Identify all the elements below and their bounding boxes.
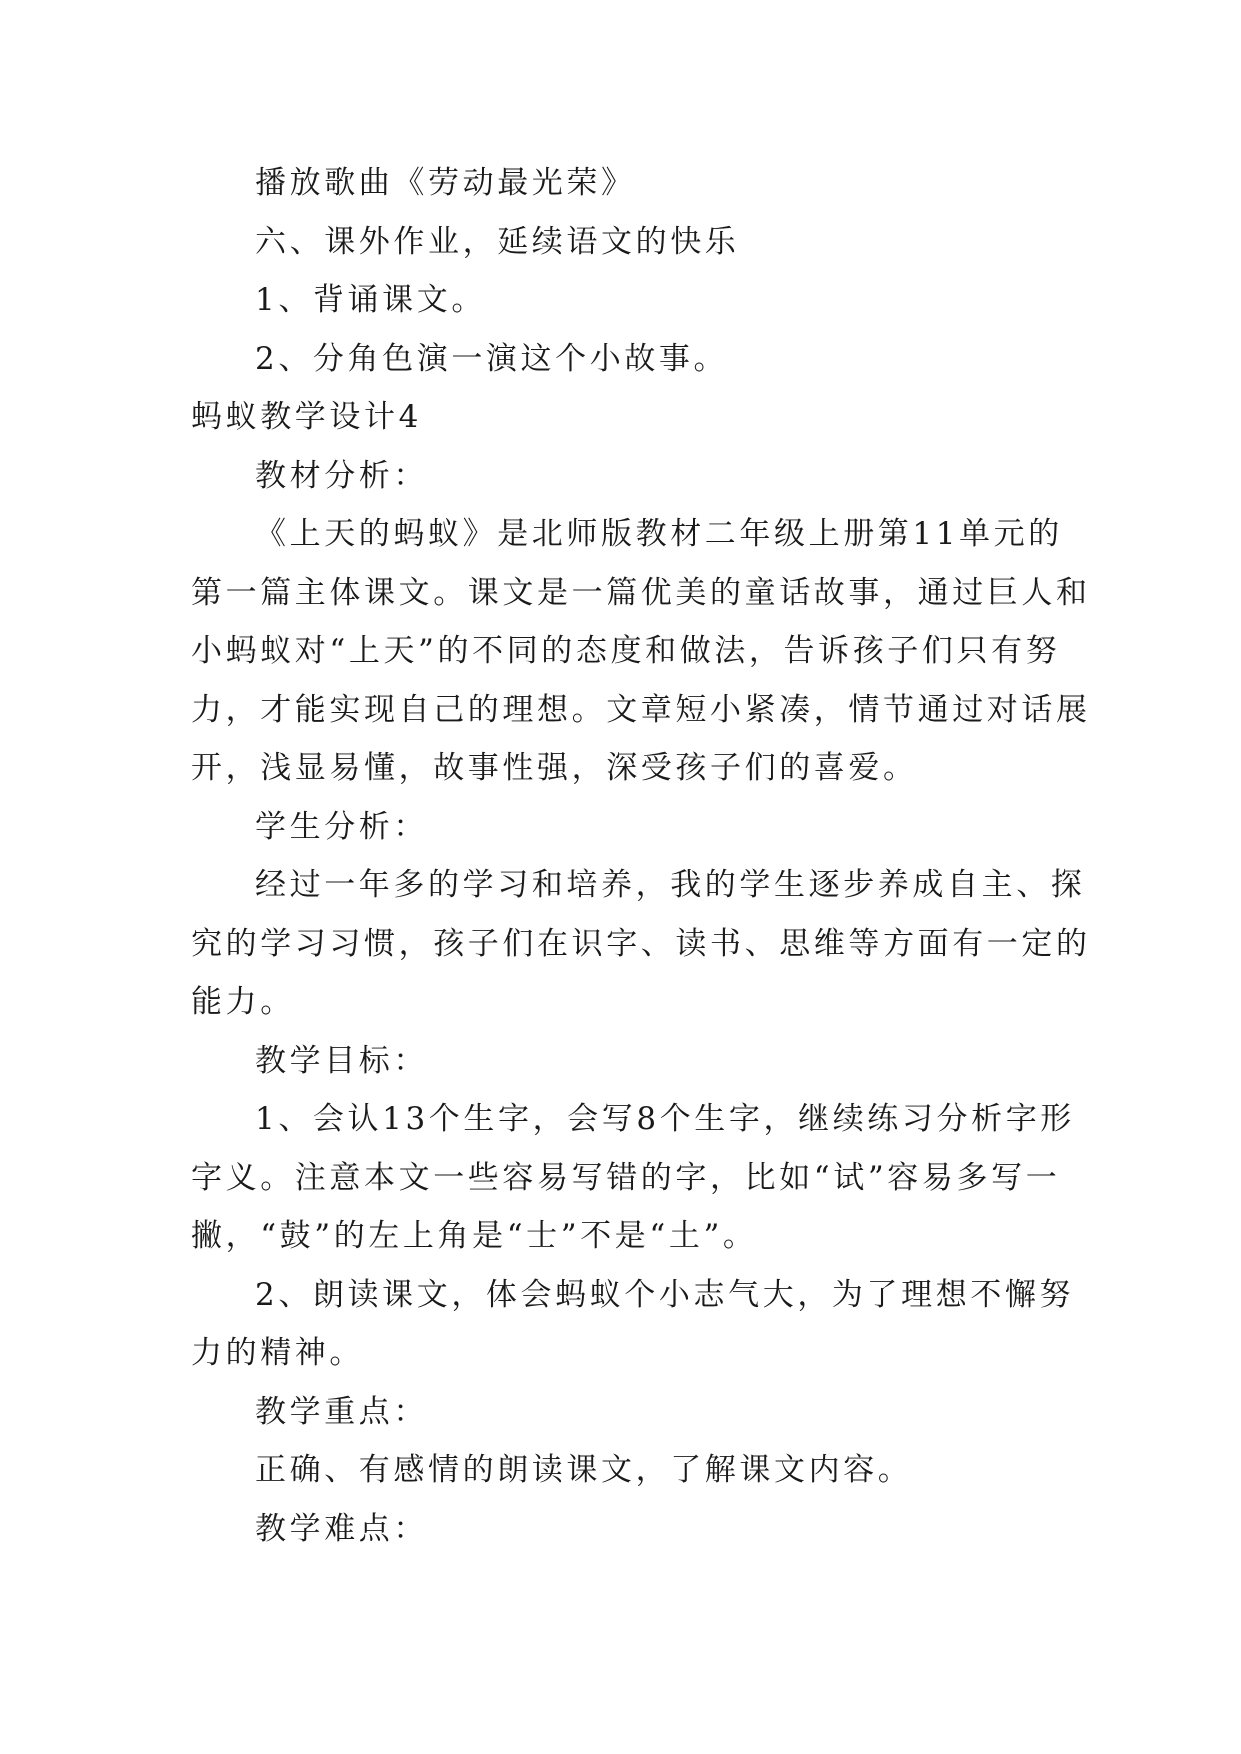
document-title: 蚂蚁教学设计4 [191, 399, 422, 435]
paragraph-line: 小蚂蚁对“上天”的不同的态度和做法，告诉孩子们只有努 [191, 633, 1061, 669]
paragraph-line: 字义。注意本文一些容易写错的字，比如“试”容易多写一 [191, 1159, 1061, 1196]
list-item: 2、分角色演一演这个小故事。 [255, 340, 729, 377]
paragraph-line: 经过一年多的学习和培养，我的学生逐步养成自主、探 [255, 867, 1086, 903]
paragraph-line: 《上天的蚂蚁》是北师版教材二年级上册第11单元的 [255, 516, 1063, 552]
paragraph-line: 开，浅显易懂，故事性强，深受孩子们的喜爱。 [191, 750, 918, 786]
paragraph-line: 第一篇主体课文。课文是一篇优美的童话故事，通过巨人和 [191, 574, 1091, 611]
paragraph-line: 1、会认13个生字，会写8个生字，继续练习分析字形 [255, 1101, 1075, 1137]
section-heading: 教学难点： [255, 1510, 428, 1547]
paragraph-line: 力，才能实现自己的理想。文章短小紧凑，情节通过对话展 [191, 691, 1091, 728]
paragraph-line: 2、朗读课文，体会蚂蚁个小志气大，为了理想不懈努 [255, 1276, 1075, 1313]
paragraph-line: 力的精神。 [191, 1335, 364, 1371]
section-heading: 六、课外作业，延续语文的快乐 [255, 223, 740, 260]
section-heading: 教学重点： [255, 1393, 428, 1430]
paragraph-line: 究的学习习惯，孩子们在识字、读书、思维等方面有一定的 [191, 925, 1091, 962]
paragraph-line: 正确、有感情的朗读课文，了解课文内容。 [255, 1452, 913, 1488]
paragraph-line: 能力。 [191, 984, 295, 1020]
section-heading: 教学目标： [255, 1042, 428, 1079]
section-heading: 教材分析： [255, 457, 428, 494]
text-line: 播放歌曲《劳动最光荣》 [255, 165, 636, 201]
paragraph-line: 撇，“鼓”的左上角是“士”不是“土”。 [191, 1218, 758, 1254]
list-item: 1、背诵课文。 [255, 282, 486, 318]
document-body [191, 154, 1091, 1558]
section-heading: 学生分析： [255, 808, 428, 845]
